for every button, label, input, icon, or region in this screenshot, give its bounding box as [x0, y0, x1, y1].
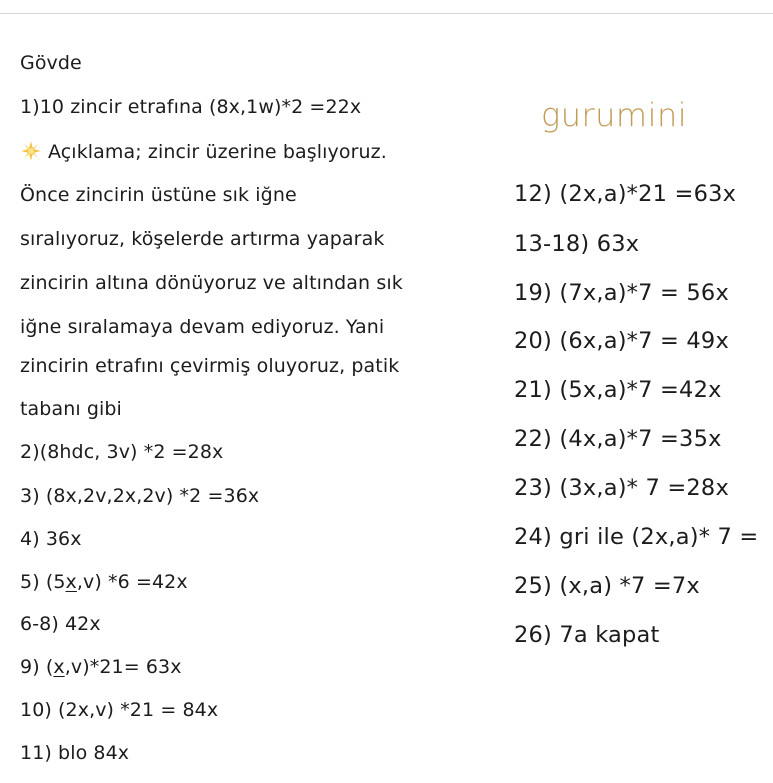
pattern-row-2: 2)(8hdc, 3v) *2 =28x [20, 441, 224, 463]
pattern-row-23: 23) (3x,a)* 7 =28x [514, 475, 729, 501]
pattern-row-9-pre: 9) ( [20, 656, 54, 678]
sparkle-star-icon [20, 140, 42, 162]
pattern-row-21: 21) (5x,a)*7 =42x [514, 377, 722, 403]
pattern-row-25: 25) (x,a) *7 =7x [514, 573, 700, 599]
pattern-row-1: 1)10 zincir etrafına (8x,1w)*2 =22x [20, 96, 362, 118]
note-line: zincirin altına dönüyoruz ve altından sık [20, 272, 403, 294]
note-line: Önce zincirin üstüne sık iğne [20, 184, 297, 206]
pattern-row-5 [20, 570, 188, 594]
pattern-row-19: 19) (7x,a)*7 = 56x [514, 280, 729, 306]
pattern-row-5-underlined: x [65, 571, 77, 593]
note-line: sıralıyoruz, köşelerde artırma yaparak [20, 228, 385, 250]
note-line: tabanı gibi [20, 398, 122, 420]
section-title: Gövde [20, 52, 82, 74]
pattern-row-26: 26) 7a kapat [514, 622, 660, 648]
pattern-row-3: 3) (8x,2v,2x,2v) *2 =36x [20, 485, 260, 507]
note-line: iğne sıralamaya devam ediyoruz. Yani [20, 316, 385, 338]
pattern-row-13-18: 13-18) 63x [514, 231, 640, 257]
pattern-row-20: 20) (6x,a)*7 = 49x [514, 328, 729, 354]
pattern-row-12: 12) (2x,a)*21 =63x [514, 181, 737, 207]
pattern-row-4: 4) 36x [20, 528, 82, 550]
pattern-row-9 [20, 655, 182, 679]
pattern-row-9-post: ,v)*21= 63x [64, 656, 182, 678]
pattern-row-9-underlined: x [53, 656, 65, 678]
pattern-row-24: 24) gri ile (2x,a)* 7 = [514, 524, 759, 550]
pattern-row-6-8: 6-8) 42x [20, 613, 101, 635]
note-label-line [20, 140, 387, 164]
pattern-row-11: 11) blo 84x [20, 742, 130, 764]
pattern-row-5-post: ,v) *6 =42x [76, 571, 188, 593]
left-column [20, 0, 490, 783]
note-line: zincirin etrafını çevirmiş oluyoruz, patik [20, 355, 400, 377]
pattern-row-5-pre: 5) (5 [20, 571, 66, 593]
brand-watermark: gurumini [541, 96, 688, 134]
right-column [514, 0, 773, 783]
pattern-row-22: 22) (4x,a)*7 =35x [514, 426, 722, 452]
pattern-row-10: 10) (2x,v) *21 = 84x [20, 699, 219, 721]
note-label: Açıklama; zincir üzerine başlıyoruz. [48, 141, 387, 163]
